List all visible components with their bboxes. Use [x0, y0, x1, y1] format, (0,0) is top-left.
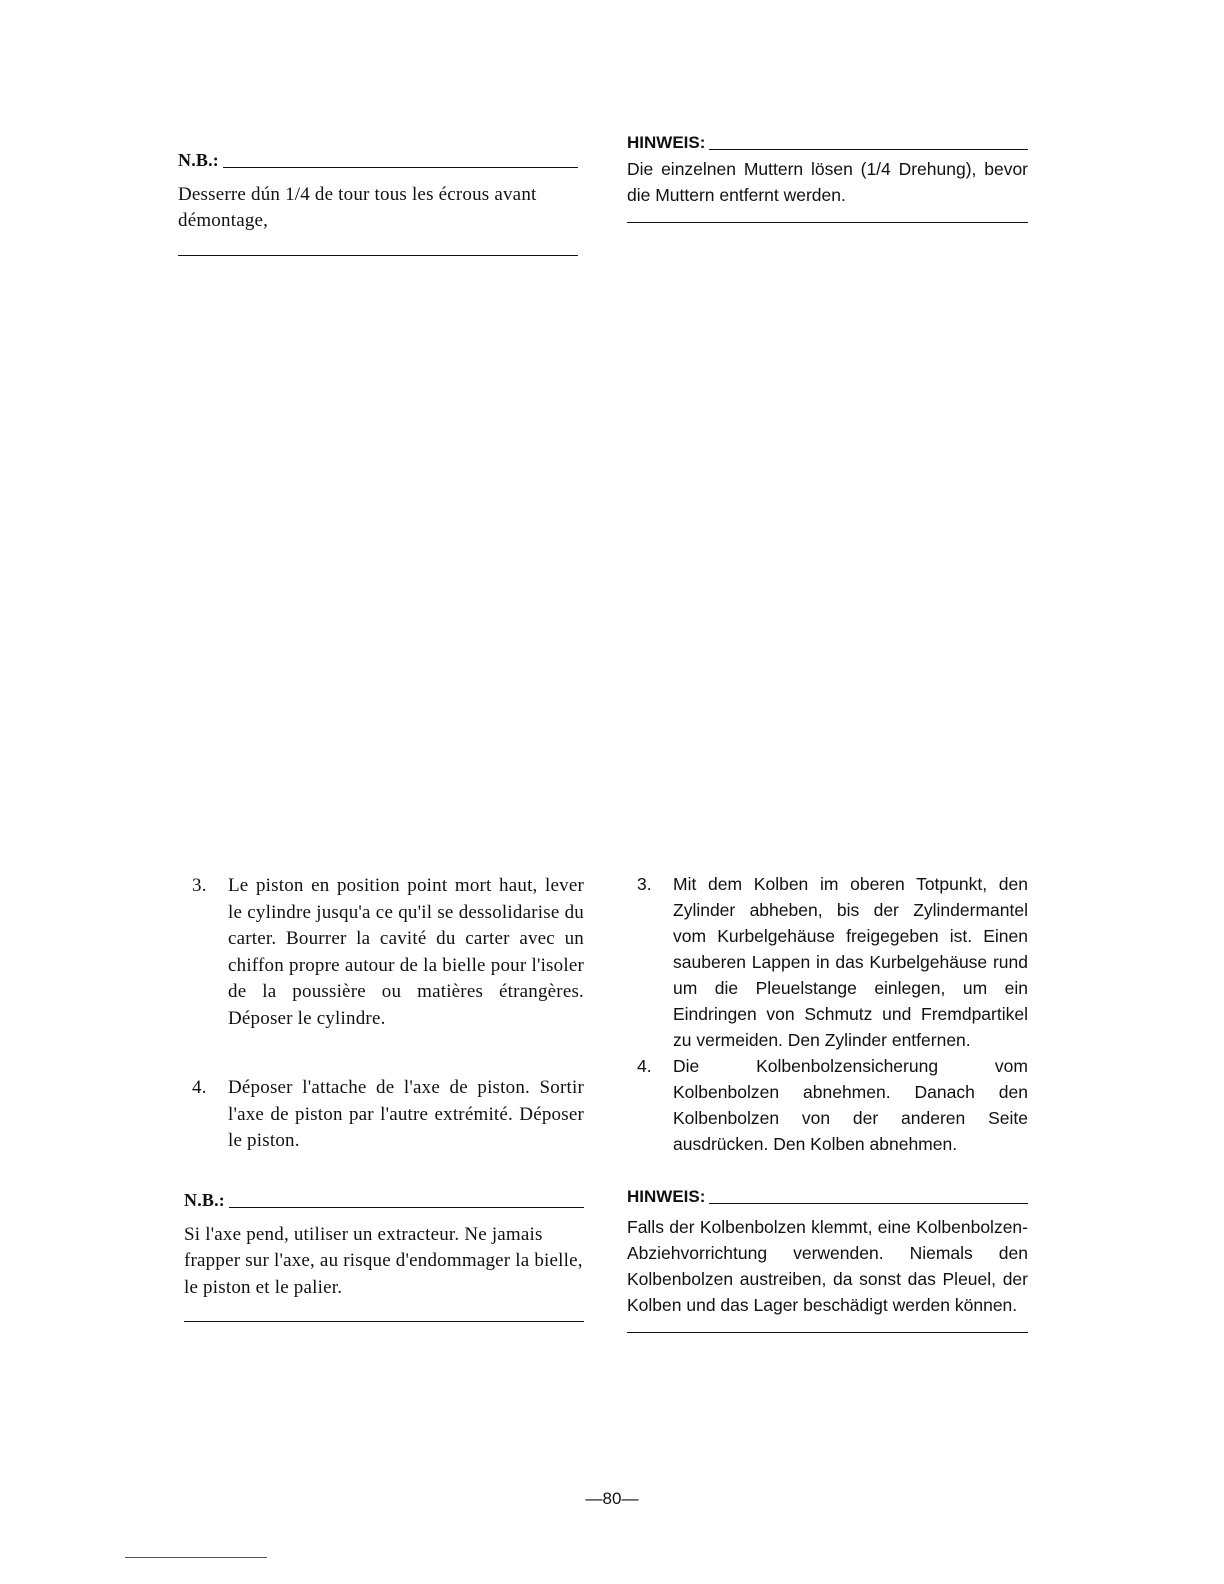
note-de-bottom-label-rule — [709, 1203, 1028, 1204]
note-fr-bottom — [184, 1187, 584, 1322]
step-fr-4-number: 4. — [192, 1077, 207, 1098]
note-fr-bottom-header — [184, 1187, 584, 1214]
steps-de — [627, 871, 1028, 1157]
steps-fr — [180, 873, 584, 1155]
note-fr-bottom-end-rule — [184, 1321, 584, 1322]
note-de-bottom-label: HINWEIS: — [627, 1187, 706, 1206]
note-de-top-label-rule — [709, 149, 1028, 150]
note-fr-top-label: N.B.: — [178, 150, 219, 170]
note-de-bottom-end-rule — [627, 1332, 1028, 1333]
note-fr-bottom-text: Si l'axe pend, utiliser un extracteur. Ne jamais frapper sur l'axe, au risque d'endommager la bielle, le piston et le palier. — [184, 1223, 583, 1298]
step-de-3 — [627, 871, 1028, 1053]
note-de-top-header — [627, 130, 1028, 156]
step-de-3-number: 3. — [637, 874, 652, 894]
note-fr-bottom-label-rule — [229, 1207, 584, 1208]
note-fr-top — [178, 147, 578, 256]
note-fr-top-text: Desserre dún 1/4 de tour tous les écrous avant démontage, — [178, 183, 537, 231]
note-de-bottom — [627, 1184, 1028, 1333]
step-fr-3-text: Le piston en position point mort haut, lever le cylindre jusqu'a ce qu'il se dessolidarise du carter. Bourrer la cavité du carter avec un chiffon propre autour de la bielle pour l'isoler de la poussière ou matières étrangères. Déposer le cylindre. — [228, 875, 584, 1029]
note-de-bottom-header — [627, 1184, 1028, 1210]
step-fr-3 — [180, 873, 584, 1032]
step-fr-4 — [180, 1075, 584, 1155]
step-de-4 — [627, 1053, 1028, 1157]
step-fr-3-number: 3. — [192, 875, 207, 896]
step-fr-4-text: Déposer l'attache de l'axe de piston. Sortir l'axe de piston par l'autre extrémité. Déposer le piston. — [228, 1077, 584, 1151]
page-number: —80— — [585, 1489, 639, 1508]
note-fr-bottom-label: N.B.: — [184, 1190, 225, 1210]
note-de-top-end-rule — [627, 222, 1028, 223]
bottom-link-underline — [125, 1557, 267, 1558]
note-de-top — [627, 130, 1028, 223]
step-de-4-text: Die Kolbenbolzensicherung vom Kolbenbolzen abnehmen. Danach den Kolbenbolzen von der anderen Seite ausdrücken. Den Kolben abnehmen. — [673, 1056, 1028, 1154]
note-fr-top-label-rule — [223, 167, 578, 168]
step-de-3-text: Mit dem Kolben im oberen Totpunkt, den Zylinder abheben, bis der Zylindermantel vom Kurbelgehäuse freigegeben ist. Einen sauberen Lappen in das Kurbelgehäuse rund um die Pleuelstange einlegen, um ein Eindringen von Schmutz und Fremdpartikel zu vermeiden. Den Zylinder entfernen. — [673, 874, 1028, 1050]
note-de-bottom-text: Falls der Kolbenbolzen klemmt, eine Kolbenbolzen-Abziehvorrichtung verwenden. Niemals den Kolbenbolzen austreiben, da sonst das Pleuel, der Kolben und das Lager beschädigt werden können. — [627, 1217, 1028, 1315]
note-de-top-text: Die einzelnen Muttern lösen (1/4 Drehung), bevor die Muttern entfernt werden. — [627, 159, 1028, 205]
note-de-top-label: HINWEIS: — [627, 133, 706, 152]
step-de-4-number: 4. — [637, 1056, 652, 1076]
note-fr-top-end-rule — [178, 255, 578, 256]
note-fr-top-header — [178, 147, 578, 174]
